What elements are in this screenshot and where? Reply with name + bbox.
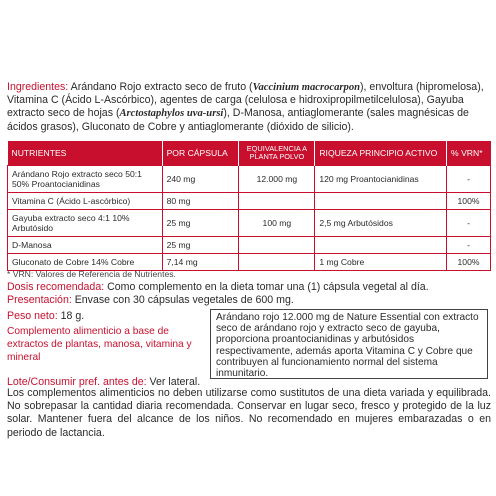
presentation-line <box>7 294 491 307</box>
dosage-text: Como complemento en la dieta tomar una (1) cápsula vegetal al día. <box>104 281 429 293</box>
cell-per-capsule: 80 mg <box>162 193 239 210</box>
table-row <box>8 254 491 271</box>
presentation-text: Envase con 30 cápsulas vegetales de 600 mg. <box>71 294 294 306</box>
cell-nutrient: Vitamina C (Ácido L-ascórbico) <box>8 193 163 210</box>
cell-equivalence: 12.000 mg <box>239 166 315 193</box>
cell-equivalence <box>239 237 315 254</box>
header-nutrientes: NUTRIENTES <box>8 141 163 166</box>
ingredients-text-1: Arándano Rojo extracto seco de fruto ( <box>68 81 253 93</box>
dosage-line <box>7 281 491 294</box>
dosage-label: Dosis recomendada: <box>7 281 105 293</box>
net-weight-label: Peso neto: <box>7 310 58 322</box>
nutrition-table <box>7 141 491 271</box>
cell-vrn: - <box>447 210 491 237</box>
table-row <box>8 237 491 254</box>
header-por-capsula: POR CÁPSULA <box>162 141 239 166</box>
vrn-footnote: * VRN: Valores de Referencia de Nutrientes. <box>7 269 176 279</box>
cell-nutrient: Gluconato de Cobre 14% Cobre <box>8 254 163 271</box>
cell-equivalence <box>239 254 315 271</box>
cell-per-capsule: 7,14 mg <box>162 254 239 271</box>
cell-active: 120 mg Proantocianidinas <box>315 166 447 193</box>
table-header-row <box>8 141 491 166</box>
cell-nutrient: Arándano Rojo extracto seco 50:1 50% Proantocianidinas <box>8 166 163 193</box>
cell-vrn: 100% <box>447 193 491 210</box>
ingredients-paragraph <box>7 81 491 134</box>
cell-active: 1 mg Cobre <box>315 254 447 271</box>
lot-label: Lote/Consumir pref. antes de: <box>7 376 147 388</box>
product-claim-box: Arándano rojo 12.000 mg de Nature Essential con extracto seco de arándano rojo y extracto seco de gayuba, proporciona proantocianidinas y arbutósidos respectivamente, además aporta Vitamina C y Cobre que contribuyen al funcionamiento normal del sistema inmunitario. <box>210 309 488 379</box>
cell-per-capsule: 25 mg <box>162 237 239 254</box>
header-equivalencia: EQUIVALENCIA A PLANTA POLVO <box>239 141 315 166</box>
ingredients-latin-2: Arctostaphylos uva-ursi <box>119 108 224 120</box>
cell-vrn: 100% <box>447 254 491 271</box>
warnings-paragraph: Los complementos alimenticios no deben utilizarse como sustitutos de una dieta variada y equilibrada. No sobrepasar la cantidad diaria recomendada. Conservar en lugar seco, fresco y protegido de la luz solar. Mantener fuera del alcance de los niños. No recomendado en mujeres embarazadas o en periodo de lactancia. <box>7 387 491 439</box>
table-row <box>8 193 491 210</box>
cell-active <box>315 193 447 210</box>
ingredients-text-3: ), D-Manosa, antiaglomerante (sales magnésicas de ácidos grasos), Gluconato de Cobre y antiaglomerante (dióxido de silicio). <box>7 107 469 133</box>
header-riqueza: RIQUEZA PRINCIPIO ACTIVO <box>315 141 447 166</box>
header-vrn: % VRN* <box>447 141 491 166</box>
ingredients-latin-1: Vaccinium macrocarpon <box>252 82 361 93</box>
cell-per-capsule: 25 mg <box>162 210 239 237</box>
cell-nutrient: D-Manosa <box>8 237 163 254</box>
ingredients-text-2: ), envoltura (hipromelosa), Vitamina C (Ácido L-Ascórbico), agentes de carga (celulosa e hidroxipropilmetilcelulosa), Gayuba extracto seco de hojas ( <box>7 81 484 120</box>
cell-active <box>315 237 447 254</box>
cell-vrn: - <box>447 237 491 254</box>
supplement-description: Complemento alimenticio a base de extractos de plantas, manosa, vitamina y mineral <box>7 326 192 363</box>
lot-text: Ver lateral. <box>146 376 201 388</box>
net-weight-text: 18 g. <box>57 310 85 322</box>
cell-active: 2,5 mg Arbutósidos <box>315 210 447 237</box>
cell-equivalence <box>239 193 315 210</box>
table-row <box>8 166 491 193</box>
cell-vrn: - <box>447 166 491 193</box>
cell-per-capsule: 240 mg <box>162 166 239 193</box>
cell-equivalence: 100 mg <box>239 210 315 237</box>
ingredients-label: Ingredientes: <box>7 81 69 93</box>
table-row <box>8 210 491 237</box>
cell-nutrient: Gayuba extracto seco 4:1 10% Arbutósido <box>8 210 163 237</box>
net-weight-line <box>7 310 84 323</box>
presentation-label: Presentación: <box>7 294 72 306</box>
